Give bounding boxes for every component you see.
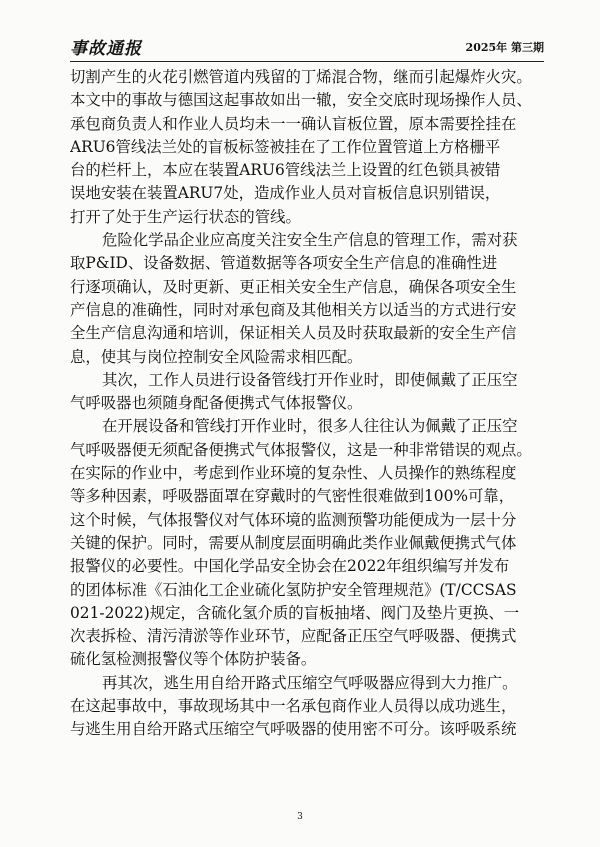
- text-line: 产信息的准确性，同时对承包商及其他相关方以适当的方式进行安: [70, 300, 517, 319]
- issue-label: 2025年 第三期: [465, 41, 544, 54]
- text-line: 打开了处于生产运行状态的管线。: [70, 207, 301, 226]
- page-header: [70, 34, 544, 58]
- text-line: 息，使其与岗位控制安全风险需求相匹配。: [70, 347, 363, 366]
- text-line: 与逃生用自给开路式压缩空气呼吸器的使用密不可分。该呼吸系统: [70, 720, 517, 739]
- text-line: 硫化氢检测报警仪等个体防护装备。: [70, 650, 317, 669]
- text-line: 承包商负责人和作业人员均未一一确认盲板位置，原本需要拴挂在: [70, 114, 517, 133]
- text-line: 等多种因素，呼吸器面罩在穿戴时的气密性很难做到100%可靠，: [70, 487, 515, 506]
- text-line: 气呼吸器便无须配备便携式气体报警仪，这是一种非常错误的观点。: [70, 440, 532, 459]
- text-line: 气呼吸器也须随身配备便携式气体报警仪。: [70, 394, 363, 413]
- text-line: 021-2022)规定，含硫化氢介质的盲板抽堵、阀门及垫片更换、一: [70, 603, 520, 622]
- text-line: 这个时候，气体报警仪对气体环境的监测预警功能便成为一层十分: [70, 510, 517, 529]
- text-line: 本文中的事故与德国这起事故如出一辙，安全交底时现场操作人员、: [70, 91, 532, 110]
- text-line: 行逐项确认，及时更新、更正相关安全生产信息，确保各项安全生: [70, 277, 517, 296]
- text-line: 全生产信息沟通和培训，保证相关人员及时获取最新的安全生产信: [70, 324, 517, 343]
- article-body: [70, 66, 544, 742]
- text-line: 在开展设备和管线打开作业时，很多人往往认为佩戴了正压空: [102, 417, 518, 436]
- text-line: 危险化学品企业应高度关注安全生产信息的管理工作，需对获: [102, 231, 518, 250]
- text-line: 其次，工作人员进行设备管线打开作业时，即使佩戴了正压空: [102, 370, 518, 389]
- page-number: 3: [297, 812, 303, 822]
- header-divider: [70, 61, 544, 62]
- text-line: 次表拆检、清污清淤等作业环节，应配备正压空气呼吸器、便携式: [70, 627, 517, 646]
- text-line: 的团体标准《石油化工企业硫化氢防护安全管理规范》(T/CCSAS: [70, 580, 517, 599]
- text-line: 在这起事故中，事故现场其中一名承包商作业人员得以成功逃生，: [70, 697, 517, 716]
- text-line: ARU6管线法兰处的盲板标签被挂在了工作位置管道上方格栅平: [70, 137, 501, 156]
- text-line: 台的栏杆上，本应在装置ARU6管线法兰上设置的红色锁具被错: [70, 161, 501, 180]
- journal-title: 事故通报: [70, 39, 142, 59]
- text-line: 关键的保护。同时，需要从制度层面明确此类作业佩戴便携式气体: [70, 533, 517, 552]
- text-line: 报警仪的必要性。中国化学品安全协会在2022年组织编写并发布: [70, 557, 510, 576]
- text-line: 误地安装在装置ARU7处，造成作业人员对盲板信息识别错误，: [70, 184, 501, 203]
- text-line: 取P&ID、设备数据、管道数据等各项安全生产信息的准确性进: [70, 254, 498, 273]
- text-line: 再其次，逃生用自给开路式压缩空气呼吸器应得到大力推广。: [102, 673, 518, 692]
- text-line: 切割产生的火花引燃管道内残留的丁烯混合物，继而引起爆炸火灾。: [70, 68, 532, 86]
- text-line: 在实际的作业中，考虑到作业环境的复杂性、人员操作的熟练程度: [70, 464, 517, 483]
